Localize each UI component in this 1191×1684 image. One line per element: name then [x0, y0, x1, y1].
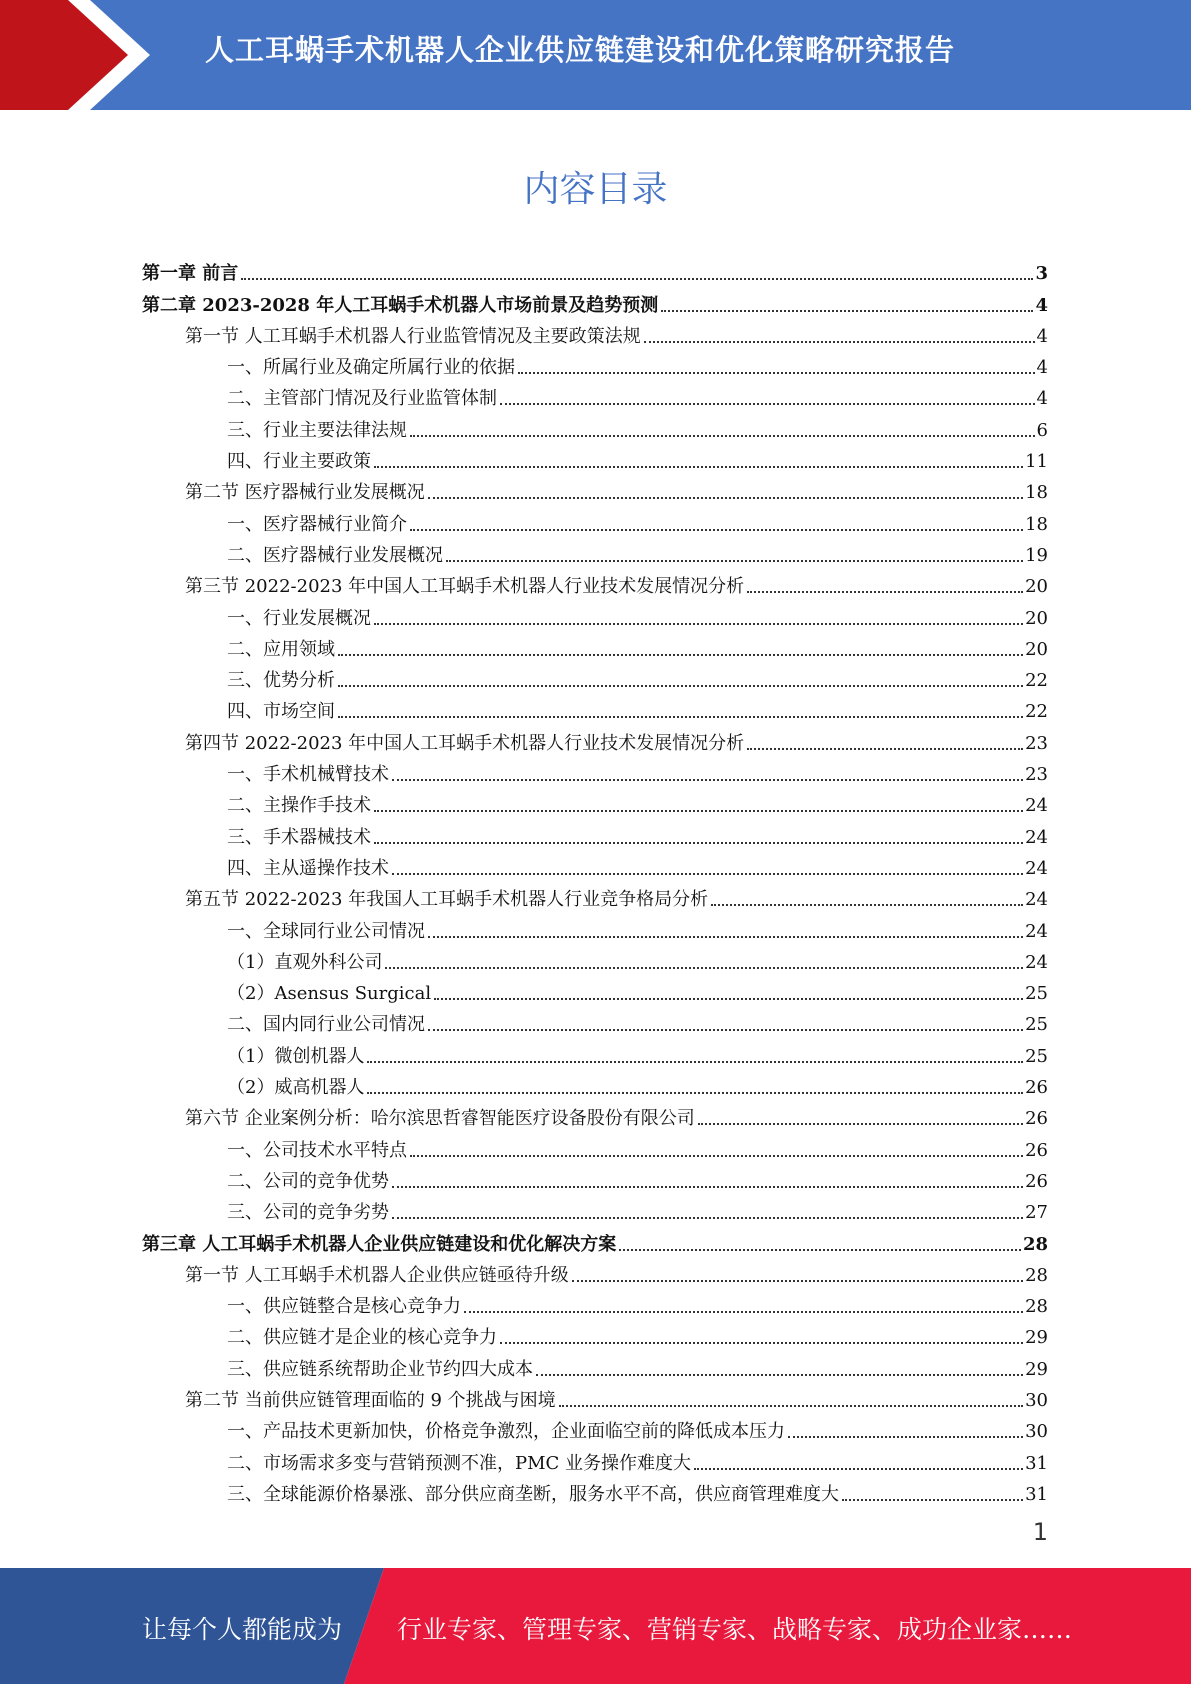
toc-entry-title: 四、市场空间	[227, 701, 335, 723]
toc-entry[interactable]	[142, 1036, 1048, 1067]
toc-entry[interactable]	[142, 1381, 1048, 1412]
toc-entry-title: （1）微创机器人	[227, 1045, 365, 1067]
toc-entry[interactable]	[142, 630, 1048, 661]
toc-entry[interactable]	[142, 1287, 1048, 1318]
toc-entry-title: 二、主管部门情况及行业监管体制	[227, 388, 497, 410]
toc-entry[interactable]	[142, 1475, 1048, 1506]
toc-entry-title: 二、主操作手技术	[227, 795, 371, 817]
toc-entry-page: 20	[1025, 638, 1048, 660]
toc-entry-title: 第二节 当前供应链管理面临的 9 个挑战与困境	[185, 1389, 556, 1411]
toc-entry-page: 24	[1025, 826, 1048, 848]
report-title: 人工耳蜗手术机器人企业供应链建设和优化策略研究报告	[205, 33, 956, 67]
toc-entry[interactable]	[142, 442, 1048, 473]
toc-entry-title: 第二章 2023-2028 年人工耳蜗手术机器人市场前景及趋势预测	[142, 294, 659, 316]
toc-entry-page: 25	[1025, 1014, 1048, 1036]
toc-entry-page: 4	[1036, 325, 1048, 347]
toc-entry-title: 二、供应链才是企业的核心竞争力	[227, 1327, 497, 1349]
table-of-contents	[142, 254, 1048, 1506]
toc-entry-title: 一、所属行业及确定所属行业的依据	[227, 357, 515, 379]
toc-entry-page: 4	[1036, 357, 1048, 379]
toc-entry[interactable]	[142, 817, 1048, 848]
toc-entry-title: 第一节 人工耳蜗手术机器人企业供应链亟待升级	[185, 1264, 569, 1286]
toc-entry[interactable]	[142, 723, 1048, 754]
toc-entry-title: 二、市场需求多变与营销预测不准，PMC 业务操作难度大	[227, 1452, 692, 1474]
toc-entry[interactable]	[142, 880, 1048, 911]
toc-dot-leader	[338, 685, 1023, 687]
toc-entry-page: 25	[1025, 1045, 1048, 1067]
toc-entry[interactable]	[142, 1005, 1048, 1036]
toc-entry-title: 一、全球同行业公司情况	[227, 920, 425, 942]
toc-dot-leader	[392, 779, 1023, 781]
toc-entry-page: 29	[1025, 1358, 1048, 1380]
toc-entry-page: 23	[1025, 764, 1048, 786]
toc-entry-title: 一、医疗器械行业简介	[227, 513, 407, 535]
toc-entry-title: 一、产品技术更新加快，价格竞争激烈，企业面临空前的降低成本压力	[227, 1421, 785, 1443]
toc-entry-page: 4	[1035, 294, 1048, 316]
toc-dot-leader	[428, 1029, 1023, 1031]
toc-entry-title: 三、公司的竞争劣势	[227, 1202, 389, 1224]
report-header-band	[0, 0, 1191, 110]
toc-entry[interactable]	[142, 1443, 1048, 1474]
toc-entry-page: 18	[1025, 482, 1048, 504]
toc-entry-page: 27	[1025, 1202, 1048, 1224]
toc-entry-page: 28	[1022, 1233, 1048, 1255]
toc-entry-page: 3	[1035, 263, 1048, 285]
toc-entry[interactable]	[142, 974, 1048, 1005]
toc-dot-leader	[747, 748, 1023, 750]
toc-entry-page: 22	[1025, 670, 1048, 692]
toc-dot-leader	[698, 1123, 1023, 1125]
toc-dot-leader	[241, 278, 1033, 280]
toc-dot-leader	[464, 1311, 1023, 1313]
toc-dot-leader	[367, 1092, 1023, 1094]
header-arrow-icon	[0, 0, 150, 110]
toc-entry-page: 26	[1025, 1170, 1048, 1192]
toc-entry[interactable]	[142, 1256, 1048, 1287]
toc-entry-title: 第一节 人工耳蜗手术机器人行业监管情况及主要政策法规	[185, 325, 641, 347]
toc-dot-leader	[434, 998, 1023, 1000]
toc-entry-page: 20	[1025, 607, 1048, 629]
toc-entry-title: 三、供应链系统帮助企业节约四大成本	[227, 1358, 533, 1380]
toc-entry-page: 4	[1036, 388, 1048, 410]
toc-dot-leader	[536, 1374, 1023, 1376]
toc-dot-leader	[500, 1342, 1023, 1344]
toc-entry[interactable]	[142, 692, 1048, 723]
toc-dot-leader	[374, 842, 1023, 844]
toc-dot-leader	[392, 1186, 1023, 1188]
toc-entry-page: 28	[1025, 1296, 1048, 1318]
toc-entry[interactable]	[142, 410, 1048, 441]
toc-entry-title: 一、手术机械臂技术	[227, 764, 389, 786]
toc-entry-title: 第三章 人工耳蜗手术机器人企业供应链建设和优化解决方案	[142, 1233, 617, 1255]
toc-dot-leader	[619, 1249, 1021, 1251]
toc-entry[interactable]	[142, 285, 1048, 316]
page-number: 1	[1032, 1518, 1048, 1546]
toc-entry-title: 三、优势分析	[227, 670, 335, 692]
toc-entry-title: （2）威高机器人	[227, 1077, 365, 1099]
toc-entry-page: 23	[1025, 732, 1048, 754]
toc-dot-leader	[500, 403, 1035, 405]
toc-entry-page: 25	[1025, 983, 1048, 1005]
toc-entry-title: 一、供应链整合是核心竞争力	[227, 1296, 461, 1318]
toc-entry-page: 29	[1025, 1327, 1048, 1349]
toc-dot-leader	[559, 1405, 1023, 1407]
toc-entry-title: 四、主从遥操作技术	[227, 857, 389, 879]
toc-entry-title: 三、行业主要法律法规	[227, 419, 407, 441]
toc-entry-title: 二、公司的竞争优势	[227, 1170, 389, 1192]
toc-entry-page: 26	[1025, 1077, 1048, 1099]
toc-entry[interactable]	[142, 254, 1048, 285]
toc-entry-page: 18	[1025, 513, 1048, 535]
toc-dot-leader	[711, 904, 1023, 906]
toc-dot-leader	[428, 936, 1023, 938]
toc-dot-leader	[367, 1061, 1023, 1063]
toc-dot-leader	[428, 497, 1023, 499]
toc-entry[interactable]	[142, 849, 1048, 880]
toc-entry-title: （1）直观外科公司	[227, 951, 383, 973]
toc-entry-page: 6	[1036, 419, 1048, 441]
toc-entry-title: 一、公司技术水平特点	[227, 1139, 407, 1161]
toc-dot-leader	[788, 1436, 1023, 1438]
toc-entry[interactable]	[142, 1068, 1048, 1099]
toc-dot-leader	[410, 435, 1035, 437]
toc-entry-page: 11	[1025, 451, 1048, 473]
toc-entry[interactable]	[142, 1162, 1048, 1193]
toc-entry[interactable]	[142, 1412, 1048, 1443]
footer-banner	[0, 1568, 1191, 1684]
toc-entry-title: 二、应用领域	[227, 638, 335, 660]
toc-dot-leader	[374, 810, 1023, 812]
toc-entry-page: 31	[1025, 1483, 1048, 1505]
toc-entry[interactable]	[142, 379, 1048, 410]
toc-entry-title: （2）Asensus Surgical	[227, 983, 432, 1005]
toc-entry[interactable]	[142, 348, 1048, 379]
toc-dot-leader	[374, 623, 1023, 625]
toc-entry-page: 24	[1025, 857, 1048, 879]
toc-entry-page: 30	[1025, 1421, 1048, 1443]
toc-dot-leader	[446, 560, 1023, 562]
toc-dot-leader	[842, 1499, 1023, 1501]
toc-entry-title: 第六节 企业案例分析：哈尔滨思哲睿智能医疗设备股份有限公司	[185, 1108, 695, 1130]
toc-dot-leader	[572, 1280, 1023, 1282]
toc-entry-title: 第五节 2022-2023 年我国人工耳蜗手术机器人行业竞争格局分析	[185, 889, 709, 911]
toc-entry-page: 24	[1025, 920, 1048, 942]
toc-entry-title: 第二节 医疗器械行业发展概况	[185, 482, 425, 504]
toc-dot-leader	[385, 967, 1023, 969]
toc-entry-title: 三、全球能源价格暴涨、部分供应商垄断，服务水平不高，供应商管理难度大	[227, 1483, 839, 1505]
toc-entry[interactable]	[142, 1130, 1048, 1161]
toc-entry[interactable]	[142, 1224, 1048, 1255]
toc-entry-title: 三、手术器械技术	[227, 826, 371, 848]
toc-dot-leader	[694, 1468, 1023, 1470]
toc-dot-leader	[338, 654, 1023, 656]
toc-entry-title: 第三节 2022-2023 年中国人工耳蜗手术机器人行业技术发展情况分析	[185, 576, 745, 598]
footer-slogan-left: 让每个人都能成为	[142, 1615, 343, 1644]
toc-entry-page: 20	[1025, 576, 1048, 598]
toc-dot-leader	[392, 873, 1023, 875]
toc-entry[interactable]	[142, 943, 1048, 974]
toc-entry-title: 第一章 前言	[142, 263, 239, 285]
toc-entry[interactable]	[142, 755, 1048, 786]
toc-entry[interactable]	[142, 536, 1048, 567]
footer-slogan-right: 行业专家、管理专家、营销专家、战略专家、成功企业家……	[397, 1615, 1073, 1644]
toc-entry-title: 第四节 2022-2023 年中国人工耳蜗手术机器人行业技术发展情况分析	[185, 732, 745, 754]
toc-entry[interactable]	[142, 1099, 1048, 1130]
toc-entry[interactable]	[142, 317, 1048, 348]
toc-entry[interactable]	[142, 786, 1048, 817]
toc-entry[interactable]	[142, 504, 1048, 535]
toc-entry[interactable]	[142, 661, 1048, 692]
toc-entry-title: 四、行业主要政策	[227, 451, 371, 473]
toc-dot-leader	[392, 1217, 1023, 1219]
toc-entry-page: 31	[1025, 1452, 1048, 1474]
toc-entry-page: 30	[1025, 1389, 1048, 1411]
toc-entry-page: 28	[1025, 1264, 1048, 1286]
toc-entry[interactable]	[142, 911, 1048, 942]
toc-dot-leader	[410, 1155, 1023, 1157]
toc-dot-leader	[661, 310, 1033, 312]
toc-entry-page: 24	[1025, 951, 1048, 973]
toc-entry-page: 24	[1025, 889, 1048, 911]
toc-entry[interactable]	[142, 598, 1048, 629]
toc-entry[interactable]	[142, 1193, 1048, 1224]
toc-heading: 内容目录	[523, 169, 668, 210]
toc-dot-leader	[374, 466, 1023, 468]
toc-entry[interactable]	[142, 1318, 1048, 1349]
toc-dot-leader	[644, 341, 1035, 343]
toc-entry-page: 22	[1025, 701, 1048, 723]
toc-entry-title: 二、医疗器械行业发展概况	[227, 544, 443, 566]
toc-dot-leader	[338, 716, 1023, 718]
toc-entry[interactable]	[142, 1349, 1048, 1380]
toc-entry-page: 19	[1025, 544, 1048, 566]
toc-entry-title: 二、国内同行业公司情况	[227, 1014, 425, 1036]
toc-entry-title: 一、行业发展概况	[227, 607, 371, 629]
toc-entry[interactable]	[142, 473, 1048, 504]
toc-entry-page: 26	[1025, 1139, 1048, 1161]
toc-dot-leader	[747, 591, 1023, 593]
toc-entry-page: 24	[1025, 795, 1048, 817]
toc-dot-leader	[518, 372, 1035, 374]
toc-entry[interactable]	[142, 567, 1048, 598]
toc-dot-leader	[410, 529, 1023, 531]
toc-entry-page: 26	[1025, 1108, 1048, 1130]
